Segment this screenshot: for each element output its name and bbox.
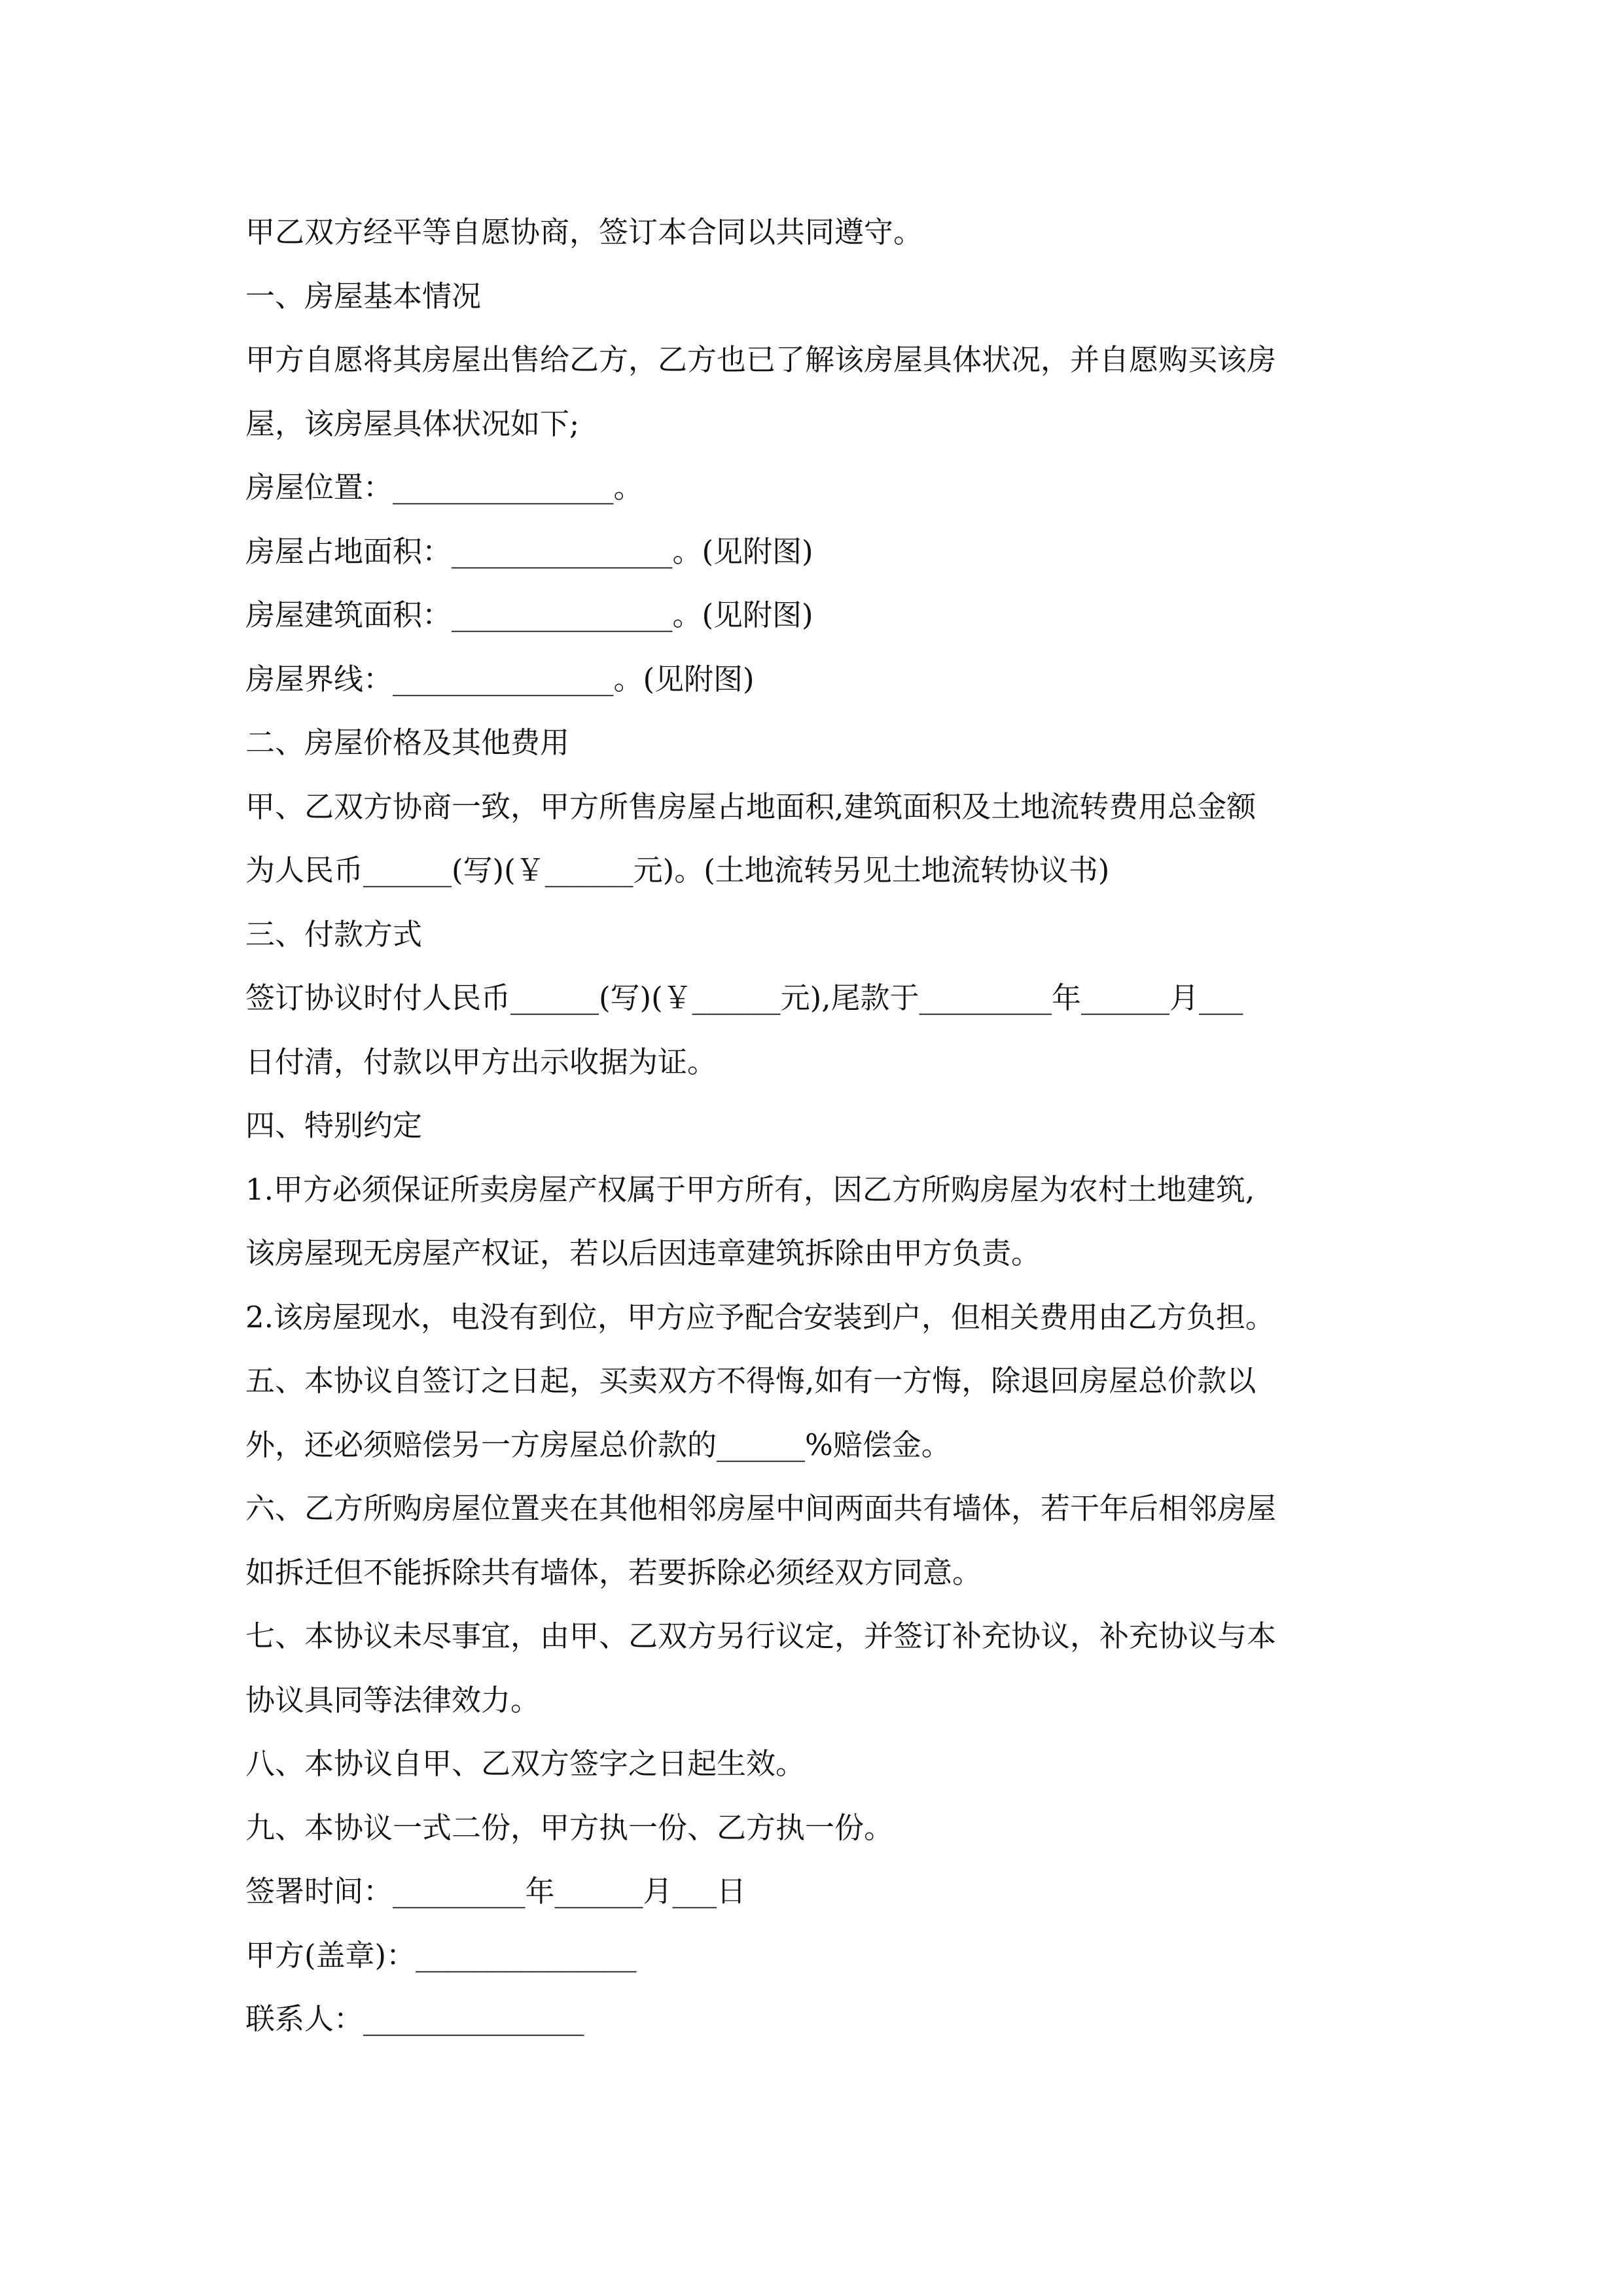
section-7-line: 协议具同等法律效力。 [245,1682,541,1717]
section-6-line: 如拆迁但不能拆除共有墙体，若要拆除必须经双方同意。 [245,1554,982,1590]
intro-line: 甲乙双方经平等自愿协商，签订本合同以共同遵守。 [245,215,923,249]
compensation-field: 外，还必须赔偿另一方房屋总价款的______%赔偿金。 [245,1427,951,1462]
section-8-line: 八、本协议自甲、乙双方签字之日起生效。 [245,1746,806,1781]
contract-body [245,200,1404,2051]
clause-1-line: 该房屋现无房屋产权证，若以后因违章建筑拆除由甲方负责。 [245,1236,1041,1270]
paragraph-line: 甲、乙双方协商一致，甲方所售房屋占地面积,建筑面积及土地流转费用总金额 [245,789,1257,824]
section-5-line: 五、本协议自签订之日起，买卖双方不得悔,如有一方悔，除退回房屋总价款以 [245,1363,1257,1398]
section-heading-4: 四、特别约定 [245,1108,423,1143]
section-heading-3: 三、付款方式 [245,916,423,952]
clause-1-line: 1.甲方必须保证所卖房屋产权属于甲方所有，因乙方所购房屋为农村土地建筑, [245,1172,1255,1207]
building-area-field: 房屋建筑面积：_______________。(见附图) [245,598,813,632]
price-field: 为人民币______(写)(￥______元)。(土地流转另见土地流转协议书) [245,853,1110,888]
contact-person-field: 联系人：_______________ [245,2001,584,2036]
section-heading-1: 一、房屋基本情况 [245,278,482,314]
payment-field: 签订协议时付人民币______(写)(￥______元),尾款于_________年______月___ [245,980,1243,1015]
clause-2-line: 2.该房屋现水，电没有到位，甲方应予配合安装到户，但相关费用由乙方负担。 [245,1299,1275,1335]
section-6-line: 六、乙方所购房屋位置夹在其他相邻房屋中间两面共有墙体，若干年后相邻房屋 [245,1491,1277,1526]
land-area-field: 房屋占地面积：_______________。(见附图) [245,533,813,569]
paragraph-line: 甲方自愿将其房屋出售给乙方，乙方也已了解该房屋具体状况，并自愿购买该房 [245,342,1277,377]
house-location-field: 房屋位置：_______________。 [245,470,643,505]
signing-date-field: 签署时间：_________年______月___日 [245,1874,747,1909]
paragraph-line: 日付清，付款以甲方出示收据为证。 [245,1044,717,1079]
paragraph-line: 屋，该房屋具体状况如下; [245,406,580,441]
section-7-line: 七、本协议未尽事宜，由甲、乙双方另行议定，并签订补充协议，补充协议与本 [245,1619,1277,1653]
boundary-field: 房屋界线：_______________。(见附图) [245,661,755,696]
party-a-seal-field: 甲方(盖章)：_______________ [245,1937,637,1973]
section-heading-2: 二、房屋价格及其他费用 [245,725,570,760]
section-9-line: 九、本协议一式二份，甲方执一份、乙方执一份。 [245,1810,894,1845]
